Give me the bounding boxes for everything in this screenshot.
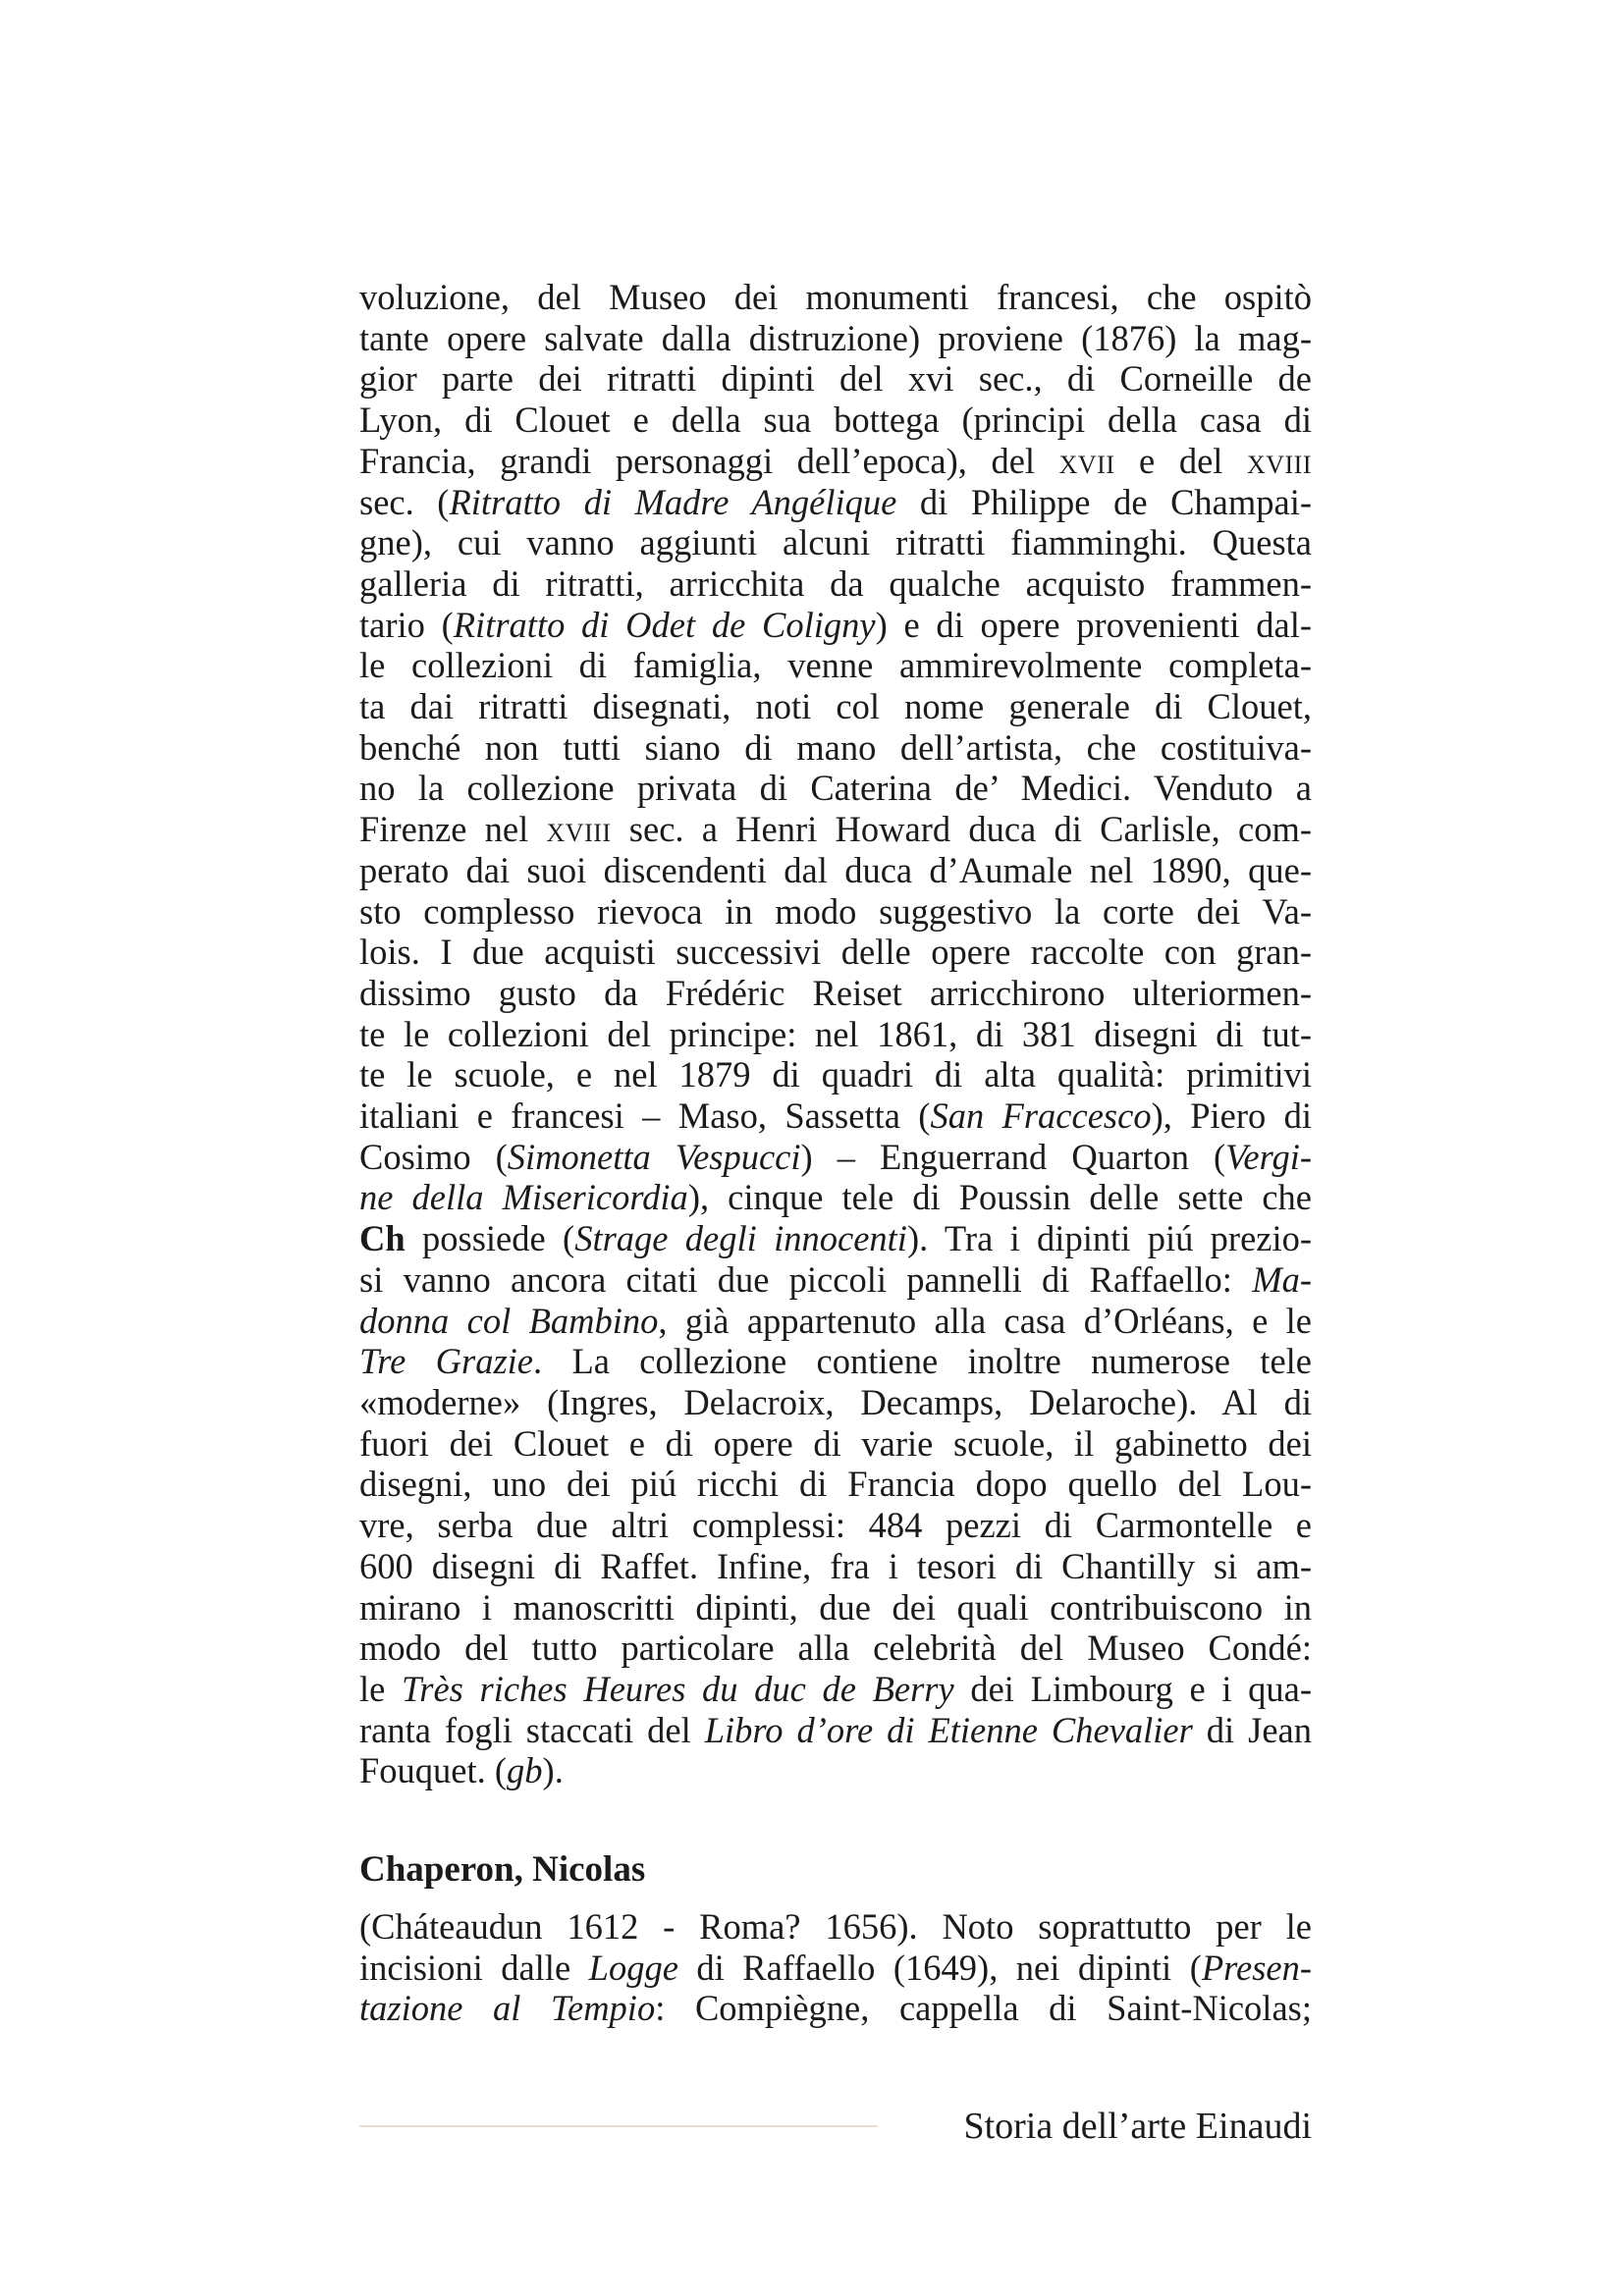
text-line [359,1177,1312,1218]
text-line: le collezioni di famiglia, venne ammirevolmente completa- [359,645,1312,686]
text-line [359,1988,1312,2029]
text-run: le [359,1668,402,1709]
text-line: «moderne» (Ingres, Delacroix, Decamps, Delaroche). Al di [359,1381,1312,1422]
text-line: voluzione, del Museo dei monumenti francesi, che ospitò [359,277,1312,317]
text-line [359,809,1312,850]
text-line [359,441,1312,482]
text-line [359,1710,1312,1751]
text-line: modo del tutto particolare alla celebrità del Museo Condé: [359,1628,1312,1669]
text-line: perato dai suoi discendenti dal duca d’Aumale nel 1890, que- [359,849,1312,890]
text-run: . La collezione contiene inoltre numerose tele [533,1341,1312,1382]
text-line [359,1218,1312,1259]
text-line: (Cháteaudun 1612 - Roma? 1656). Noto soprattutto per le [359,1906,1312,1947]
text-line: vre, serba due altri complessi: 484 pezzi di Carmontelle e [359,1505,1312,1546]
text-run: ranta fogli staccati del [359,1709,705,1750]
text-line [359,1948,1312,1989]
text-line: disegni, uno dei piú ricchi di Francia dopo quello del Lou- [359,1464,1312,1505]
artwork-title: Presen- [1201,1947,1313,1988]
text-run: ). Tra i dipinti piú prezio- [906,1218,1313,1259]
artwork-title: Libro d’ore di Etienne Chevalier [704,1709,1193,1750]
main-text-block [359,277,1312,1791]
entry-heading: Chaperon, Nicolas [359,1849,646,1890]
text-run: : Compiègne, cappella di Saint-Nicolas; [655,1988,1312,2029]
text-run: di Raffaello (1649), nei dipinti ( [677,1947,1202,1988]
entry-text-block [359,1906,1312,2029]
text-line [359,1341,1312,1382]
artwork-title: Ritratto di Odet de Coligny [453,604,876,645]
text-line: te le scuole, e nel 1879 di quadri di alta qualità: primitivi [359,1054,1312,1095]
artwork-title: Simonetta Vespucci [507,1136,801,1177]
text-line [359,1750,1312,1791]
text-run: Firenze nel [359,809,547,850]
artwork-title: Vergi- [1225,1136,1312,1177]
text-line [359,1137,1312,1178]
text-run: possiede ( [405,1218,575,1259]
text-line: ta dai ritratti disegnati, noti col nome generale di Clouet, [359,686,1312,727]
artwork-title: tazione al Tempio [359,1988,656,2029]
text-line: mirano i manoscritti dipinti, due dei quali contribuiscono in [359,1586,1312,1628]
artwork-title: Ritratto di Madre Angélique [449,481,897,522]
text-line: gne), cui vanno aggiunti alcuni ritratti fiamminghi. Questa [359,522,1312,563]
footer-title: Storia dell’arte Einaudi [963,2106,1312,2147]
text-line: gior parte dei ritratti dipinti del xvi sec., di Corneille de [359,358,1312,400]
artwork-title: Tre Grazie [359,1341,534,1382]
text-line: lois. I due acquisti successivi delle opere raccolte con gran- [359,932,1312,973]
text-run: si vanno ancora citati due piccoli pannelli di Raffaello: [359,1258,1253,1300]
text-line: dissimo gusto da Frédéric Reiset arricchirono ulteriormen- [359,972,1312,1013]
text-run: sec. a Henri Howard duca di Carlisle, com- [611,809,1312,850]
text-run: Cosimo ( [359,1136,508,1177]
text-run: dei Limbourg e i qua- [953,1668,1312,1709]
text-run: , già appartenuto alla casa d’Orléans, e le [658,1300,1313,1341]
text-run: Francia, grandi personaggi dell’epoca), del [359,440,1059,481]
text-run: di Philippe de Champai- [896,481,1313,522]
text-line: galleria di ritratti, arricchita da qualche acquisto frammen- [359,562,1312,604]
text-run: ) – Enguerrand Quarton ( [800,1136,1226,1177]
text-line [359,1259,1312,1301]
text-line: fuori dei Clouet e di opere di varie scuole, il gabinetto dei [359,1422,1312,1464]
text-run: ). [542,1750,564,1791]
text-run: ) e di opere provenienti dal- [875,604,1312,645]
text-run: italiani e francesi – Maso, Sassetta ( [359,1095,931,1137]
text-line: tante opere salvate dalla distruzione) proviene (1876) la mag- [359,317,1312,358]
artwork-title: Très riches Heures du duc de Berry [401,1668,954,1709]
text-run: Fouquet. ( [359,1750,508,1791]
text-run: sec. ( [359,481,450,522]
text-line [359,482,1312,523]
author-initials: gb [507,1750,543,1791]
artwork-title: San Fraccesco [930,1095,1152,1137]
text-run: ), cinque tele di Poussin delle sette che [687,1177,1313,1218]
text-line: 600 disegni di Raffet. Infine, fra i tesori di Chantilly si am- [359,1545,1312,1586]
artwork-title: Logge [588,1947,678,1988]
text-run: ), Piero di [1151,1095,1313,1137]
artwork-title: Strage degli innocenti [574,1218,907,1259]
artwork-title: donna col Bambino [359,1300,659,1341]
footer-rule [359,2125,878,2127]
text-line: benché non tutti siano di mano dell’artista, che costituiva- [359,726,1312,768]
artwork-title: Ma- [1252,1258,1312,1300]
century-numeral: xviii [546,809,612,850]
century-numeral: xviii [1246,440,1312,481]
text-line [359,1669,1312,1710]
text-line: te le collezioni del principe: nel 1861, di 381 disegni di tut- [359,1013,1312,1054]
text-line: sto complesso rievoca in modo suggestivo la corte dei Va- [359,890,1312,932]
text-run: di Jean [1192,1709,1312,1750]
text-run: e del [1114,440,1247,481]
text-line [359,605,1312,646]
text-run: tario ( [359,604,454,645]
text-line [359,1301,1312,1342]
text-run: incisioni dalle [359,1947,589,1988]
text-line: Lyon, di Clouet e della sua bottega (principi della casa di [359,400,1312,441]
artwork-title: ne della Misericordia [359,1177,688,1218]
text-line: no la collezione privata di Caterina de’ Medici. Venduto a [359,768,1312,809]
text-line [359,1095,1312,1137]
century-numeral: xvii [1058,440,1115,481]
place-abbreviation: Ch [359,1218,406,1259]
